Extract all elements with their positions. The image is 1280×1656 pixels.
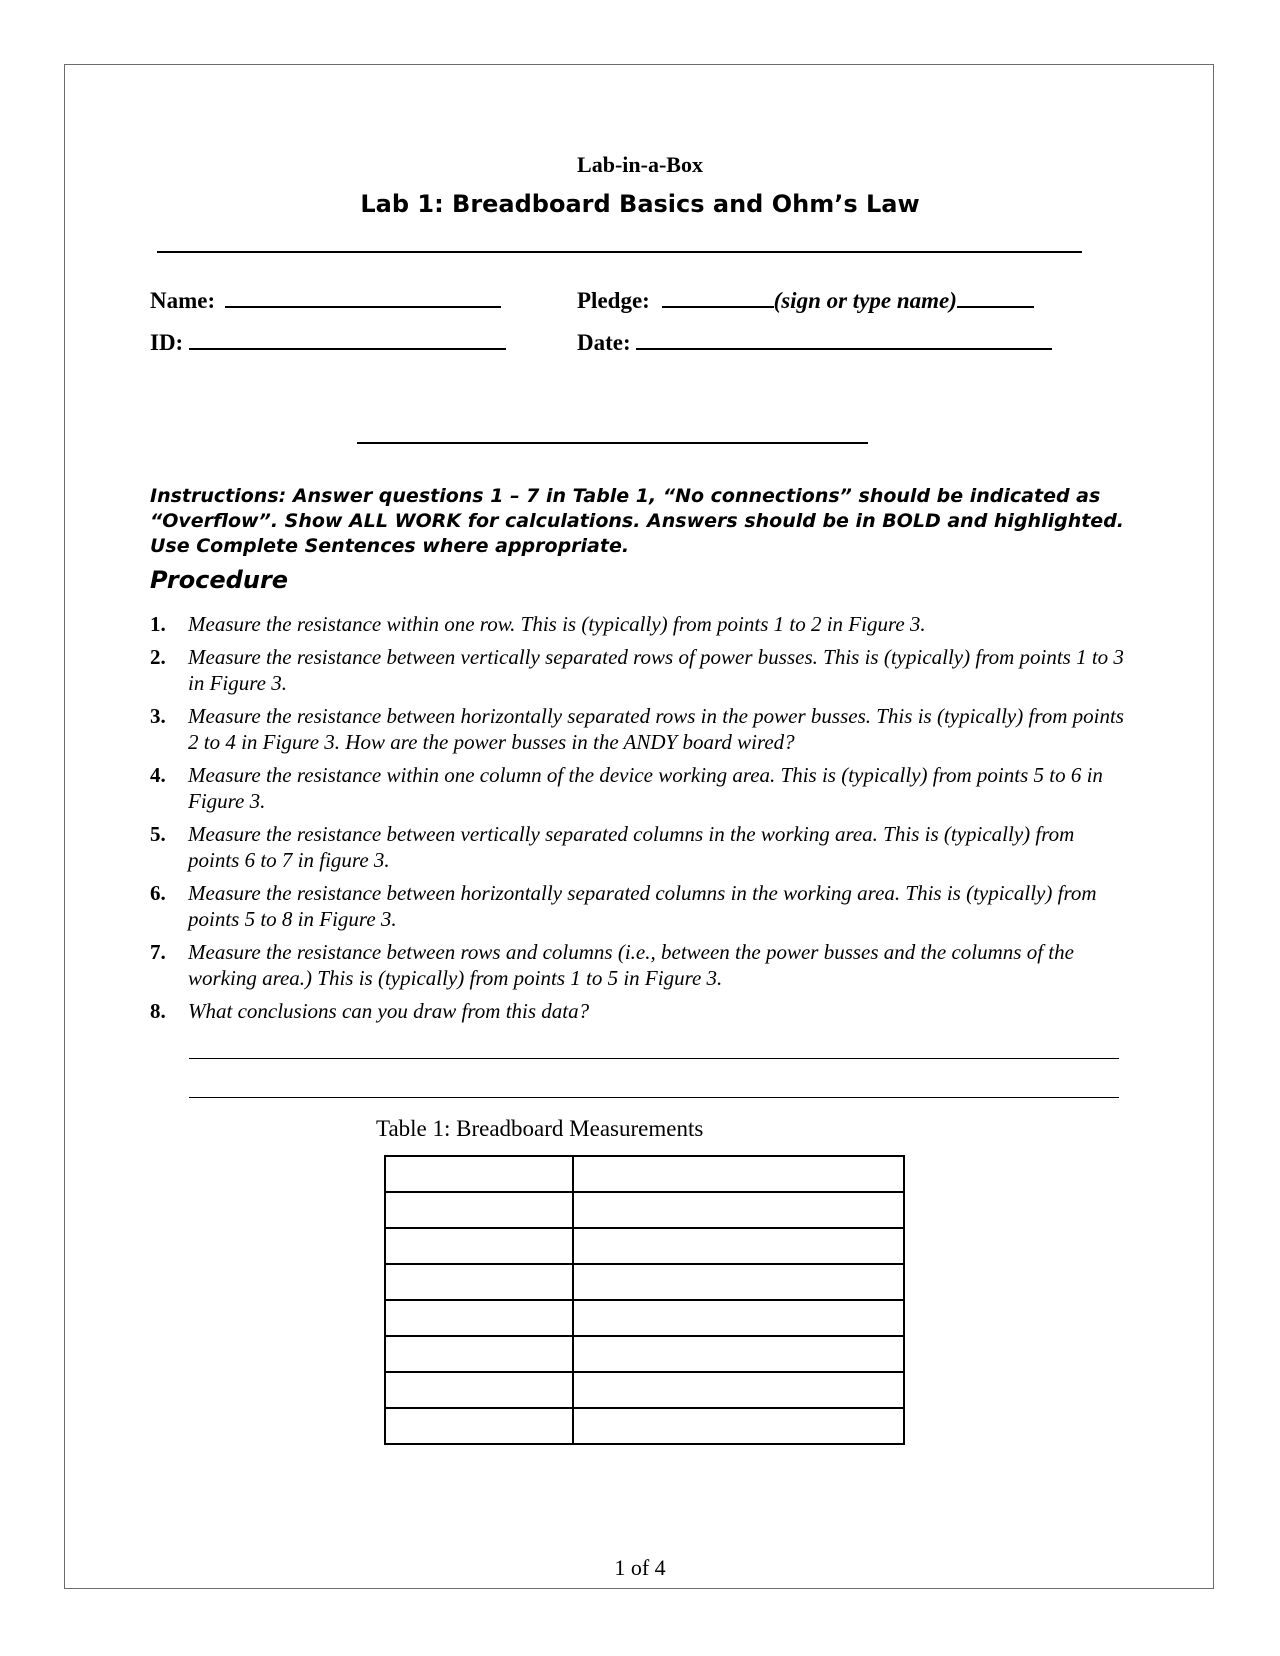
pledge-hint: (sign or type name) xyxy=(773,288,957,313)
table-cell[interactable] xyxy=(573,1372,904,1408)
document-title: Lab 1: Breadboard Basics and Ohm’s Law xyxy=(360,190,920,218)
id-line[interactable] xyxy=(189,328,506,350)
procedure-heading: Procedure xyxy=(150,566,289,594)
table-cell[interactable] xyxy=(385,1372,573,1408)
table-cell[interactable] xyxy=(385,1156,573,1192)
step-number: 3. xyxy=(150,704,166,728)
table-row xyxy=(385,1336,904,1372)
page-number: 1 of 4 xyxy=(614,1555,666,1580)
step-number: 1. xyxy=(150,612,166,636)
table-cell[interactable] xyxy=(385,1228,573,1264)
step-text: Measure the resistance between horizontally separated columns in the working area. This is (typically) from points 5 to 8 in Figure 3. xyxy=(188,881,1097,931)
step-number: 8. xyxy=(150,999,166,1023)
date-label: Date: xyxy=(577,330,631,355)
procedure-step xyxy=(150,611,1130,637)
pledge-label: Pledge: xyxy=(577,288,650,313)
answer-line[interactable] xyxy=(189,1058,1119,1059)
step-text: What conclusions can you draw from this data? xyxy=(188,999,590,1023)
table-row xyxy=(385,1372,904,1408)
table-cell[interactable] xyxy=(573,1192,904,1228)
procedure-step xyxy=(150,644,1130,696)
step-number: 4. xyxy=(150,763,166,787)
date-line[interactable] xyxy=(636,328,1052,350)
step-number: 5. xyxy=(150,822,166,846)
procedure-step xyxy=(150,762,1130,814)
measurements-table xyxy=(384,1155,905,1445)
step-text: Measure the resistance between vertically separated rows of power busses. This is (typically) from points 1 to 3 in Figure 3. xyxy=(188,645,1124,695)
step-number: 2. xyxy=(150,645,166,669)
pledge-line-right[interactable] xyxy=(957,286,1034,308)
table-row xyxy=(385,1264,904,1300)
document-supertitle: Lab-in-a-Box xyxy=(577,152,703,177)
id-label: ID: xyxy=(150,330,184,355)
table-cell[interactable] xyxy=(573,1264,904,1300)
step-text: Measure the resistance between vertically separated columns in the working area. This is (typically) from points 6 to 7 in figure 3. xyxy=(188,822,1075,872)
name-field[interactable] xyxy=(150,286,501,314)
step-text: Measure the resistance within one column of the device working area. This is (typically) from points 5 to 6 in Figure 3. xyxy=(188,763,1103,813)
table-cell[interactable] xyxy=(573,1300,904,1336)
name-line[interactable] xyxy=(225,286,501,308)
table-cell[interactable] xyxy=(385,1300,573,1336)
table-cell[interactable] xyxy=(385,1264,573,1300)
table-row xyxy=(385,1192,904,1228)
procedure-step xyxy=(150,821,1130,873)
step-number: 7. xyxy=(150,940,166,964)
procedure-step xyxy=(150,998,1130,1024)
answer-line[interactable] xyxy=(189,1097,1119,1098)
procedure-step xyxy=(150,703,1130,755)
table-row xyxy=(385,1408,904,1444)
table-cell[interactable] xyxy=(573,1156,904,1192)
table-row xyxy=(385,1228,904,1264)
procedure-steps xyxy=(150,611,1130,1031)
procedure-step xyxy=(150,939,1130,991)
title-divider xyxy=(157,251,1082,253)
table-cell[interactable] xyxy=(385,1192,573,1228)
pledge-field[interactable] xyxy=(577,286,1034,314)
step-text: Measure the resistance within one row. This is (typically) from points 1 to 2 in Figure 3. xyxy=(188,612,926,636)
date-field[interactable] xyxy=(577,328,1052,356)
step-number: 6. xyxy=(150,881,166,905)
step-text: Measure the resistance between horizontally separated rows in the power busses. This is (typically) from points 2 to 4 in Figure 3. How are the power busses in the ANDY board wired? xyxy=(188,704,1124,754)
table-cell[interactable] xyxy=(573,1228,904,1264)
table-cell[interactable] xyxy=(385,1336,573,1372)
table-cell[interactable] xyxy=(573,1408,904,1444)
table-cell[interactable] xyxy=(385,1408,573,1444)
procedure-step xyxy=(150,880,1130,932)
table-row xyxy=(385,1156,904,1192)
section-divider xyxy=(357,442,868,444)
step-text: Measure the resistance between rows and columns (i.e., between the power busses and the columns of the working area.) This is (typically) from points 1 to 5 in Figure 3. xyxy=(188,940,1074,990)
instructions-text: Instructions: Answer questions 1 – 7 in Table 1, “No connections” should be indicated as “Overflow”. Show ALL WORK for calculations. Answers should be in BOLD and highlighted. Use Complete Sentences where appropriate. xyxy=(150,485,1125,557)
table-row xyxy=(385,1300,904,1336)
name-label: Name: xyxy=(150,288,216,313)
table-caption: Table 1: Breadboard Measurements xyxy=(376,1116,704,1141)
table-cell[interactable] xyxy=(573,1336,904,1372)
id-field[interactable] xyxy=(150,328,506,356)
pledge-line-left[interactable] xyxy=(662,286,774,308)
